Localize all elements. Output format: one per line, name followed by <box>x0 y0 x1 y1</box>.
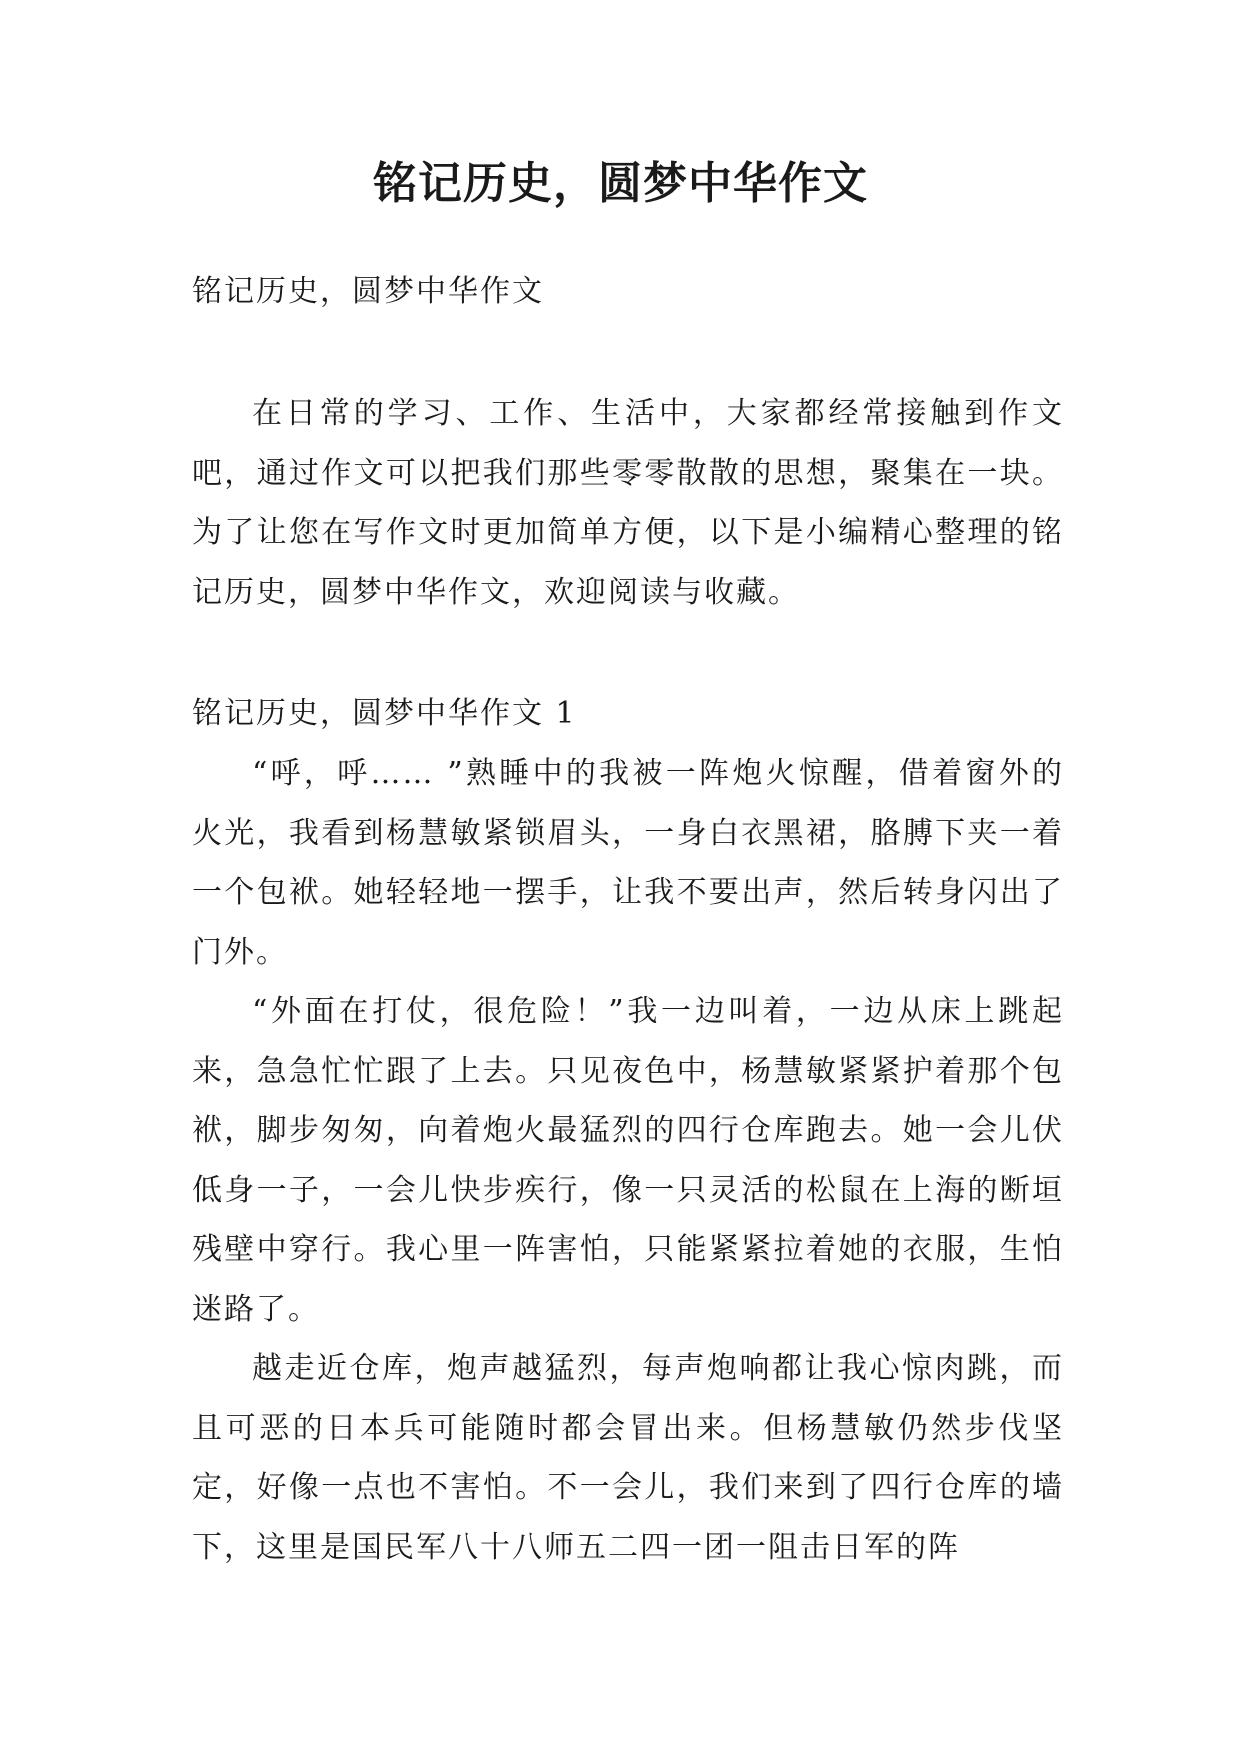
document-body <box>192 262 1064 1577</box>
body-paragraph: “外面在打仗，很危险！”我一边叫着，一边从床上跳起来，急急忙忙跟了上去。只见夜色中，杨慧敏紧紧护着那个包袱，脚步匆匆，向着炮火最猛烈的四行仓库跑去。她一会儿伏低身一子，一会儿快步疾行，像一只灵活的松鼠在上海的断垣残壁中穿行。我心里一阵害怕，只能紧紧拉着她的衣服，生怕迷路了。 <box>192 994 1064 1327</box>
intro-paragraph: 在日常的学习、工作、生活中，大家都经常接触到作文吧，通过作文可以把我们那些零零散散的思想，聚集在一块。为了让您在写作文时更加简单方便，以下是小编精心整理的铭记历史，圆梦中华作文，欢迎阅读与收藏。 <box>192 396 1064 610</box>
section-heading: 铭记历史，圆梦中华作文 1 <box>192 696 577 731</box>
subtitle: 铭记历史，圆梦中华作文 <box>192 274 544 309</box>
body-paragraph: “呼，呼…… ”熟睡中的我被一阵炮火惊醒，借着窗外的火光，我看到杨慧敏紧锁眉头，一身白衣黑裙，胳膊下夹一着一个包袱。她轻轻地一摆手，让我不要出声，然后转身闪出了门外。 <box>192 756 1064 970</box>
page-title: 铭记历史，圆梦中华作文 <box>373 158 868 209</box>
body-paragraph: 越走近仓库，炮声越猛烈，每声炮响都让我心惊肉跳，而且可恶的日本兵可能随时都会冒出来。但杨慧敏仍然步伐坚定，好像一点也不害怕。不一会儿，我们来到了四行仓库的墙下，这里是国民军八十八师五二四一团一阻击日军的阵 <box>192 1351 1064 1565</box>
